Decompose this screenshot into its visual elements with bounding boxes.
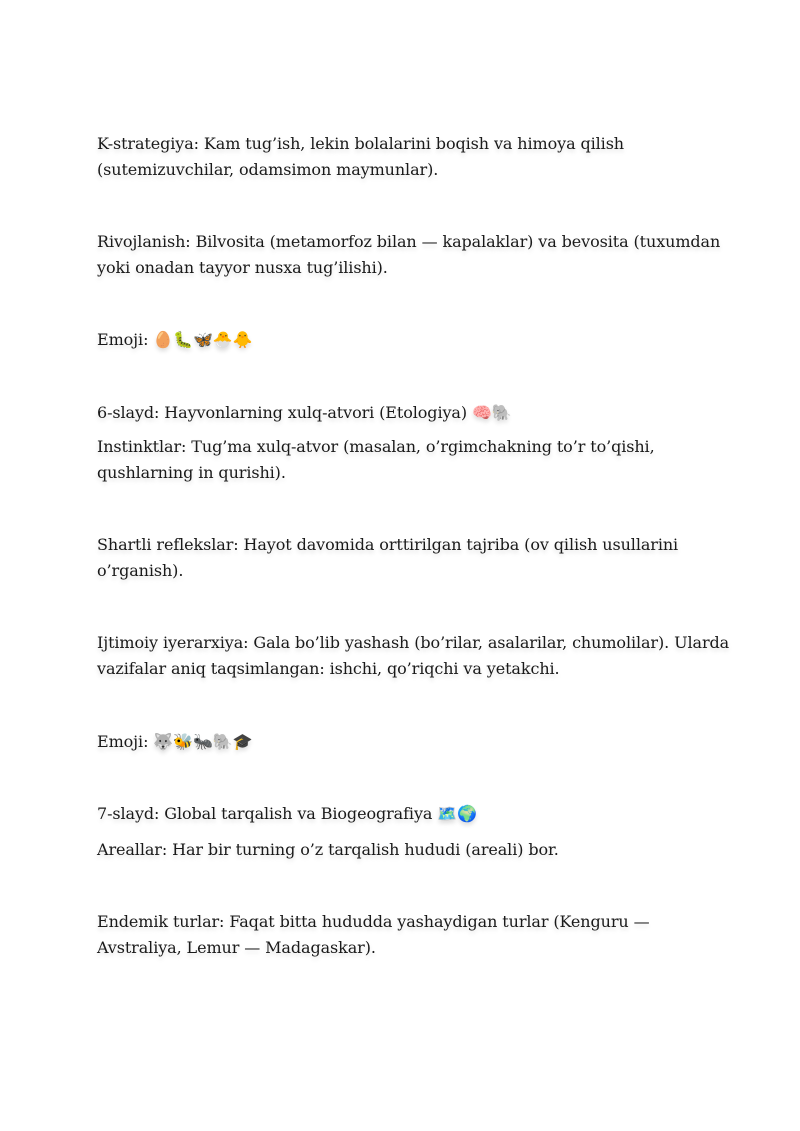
paragraph-k-strategy xyxy=(97,131,717,183)
paragraph-social-hierarchy xyxy=(97,630,730,682)
paragraph-line: (sutemizuvchilar, odamsimon maymunlar). xyxy=(97,160,439,179)
paragraph-conditioned-reflexes xyxy=(97,532,717,584)
paragraph-line: K-strategiya: Kam tug’ish, lekin bolalarini boqish va himoya qilish xyxy=(97,134,625,153)
paragraph-line: Instinktlar: Tug’ma xulq-atvor (masalan, o’rgimchakning to’r to’qishi, xyxy=(97,437,655,456)
paragraph-line: Shartli reflekslar: Hayot davomida orttirilgan tajriba (ov qilish usullarini xyxy=(97,535,679,554)
slide-heading-ethology xyxy=(97,400,717,426)
slide-heading-biogeography xyxy=(97,801,717,827)
paragraph-line: Ijtimoiy iyerarxiya: Gala bo’lib yashash (bo’rilar, asalarilar, chumolilar). Ularda xyxy=(97,633,730,652)
heading-line: 7-slayd: Global tarqalish va Biogeografiya 🗺️🌍 xyxy=(97,804,477,823)
heading-line: 6-slayd: Hayvonlarning xulq-atvori (Etologiya) 🧠🐘 xyxy=(97,403,512,422)
paragraph-development xyxy=(97,229,721,281)
paragraph-line: Emoji: 🐺🐝🐜🐘🎓 xyxy=(97,732,253,751)
paragraph-instincts xyxy=(97,434,717,486)
paragraph-line: Rivojlanish: Bilvosita (metamorfoz bilan — kapalaklar) va bevosita (tuxumdan xyxy=(97,232,721,251)
paragraph-emoji-development xyxy=(97,327,717,353)
paragraph-line: Emoji: 🥚🐛🦋🐣🐥 xyxy=(97,330,253,349)
paragraph-line: vazifalar aniq taqsimlangan: ishchi, qo’riqchi va yetakchi. xyxy=(97,659,560,678)
paragraph-emoji-behavior xyxy=(97,729,717,755)
paragraph-ranges xyxy=(97,837,717,863)
paragraph-line: o’rganish). xyxy=(97,561,184,580)
paragraph-line: Areallar: Har bir turning o’z tarqalish hududi (areali) bor. xyxy=(97,840,559,859)
paragraph-line: yoki onadan tayyor nusxa tug’ilishi). xyxy=(97,258,388,277)
paragraph-endemic-species xyxy=(97,909,717,961)
paragraph-line: qushlarning in qurishi). xyxy=(97,463,286,482)
paragraph-line: Avstraliya, Lemur — Madagaskar). xyxy=(97,938,376,957)
paragraph-line: Endemik turlar: Faqat bitta hududda yashaydigan turlar (Kenguru — xyxy=(97,912,650,931)
